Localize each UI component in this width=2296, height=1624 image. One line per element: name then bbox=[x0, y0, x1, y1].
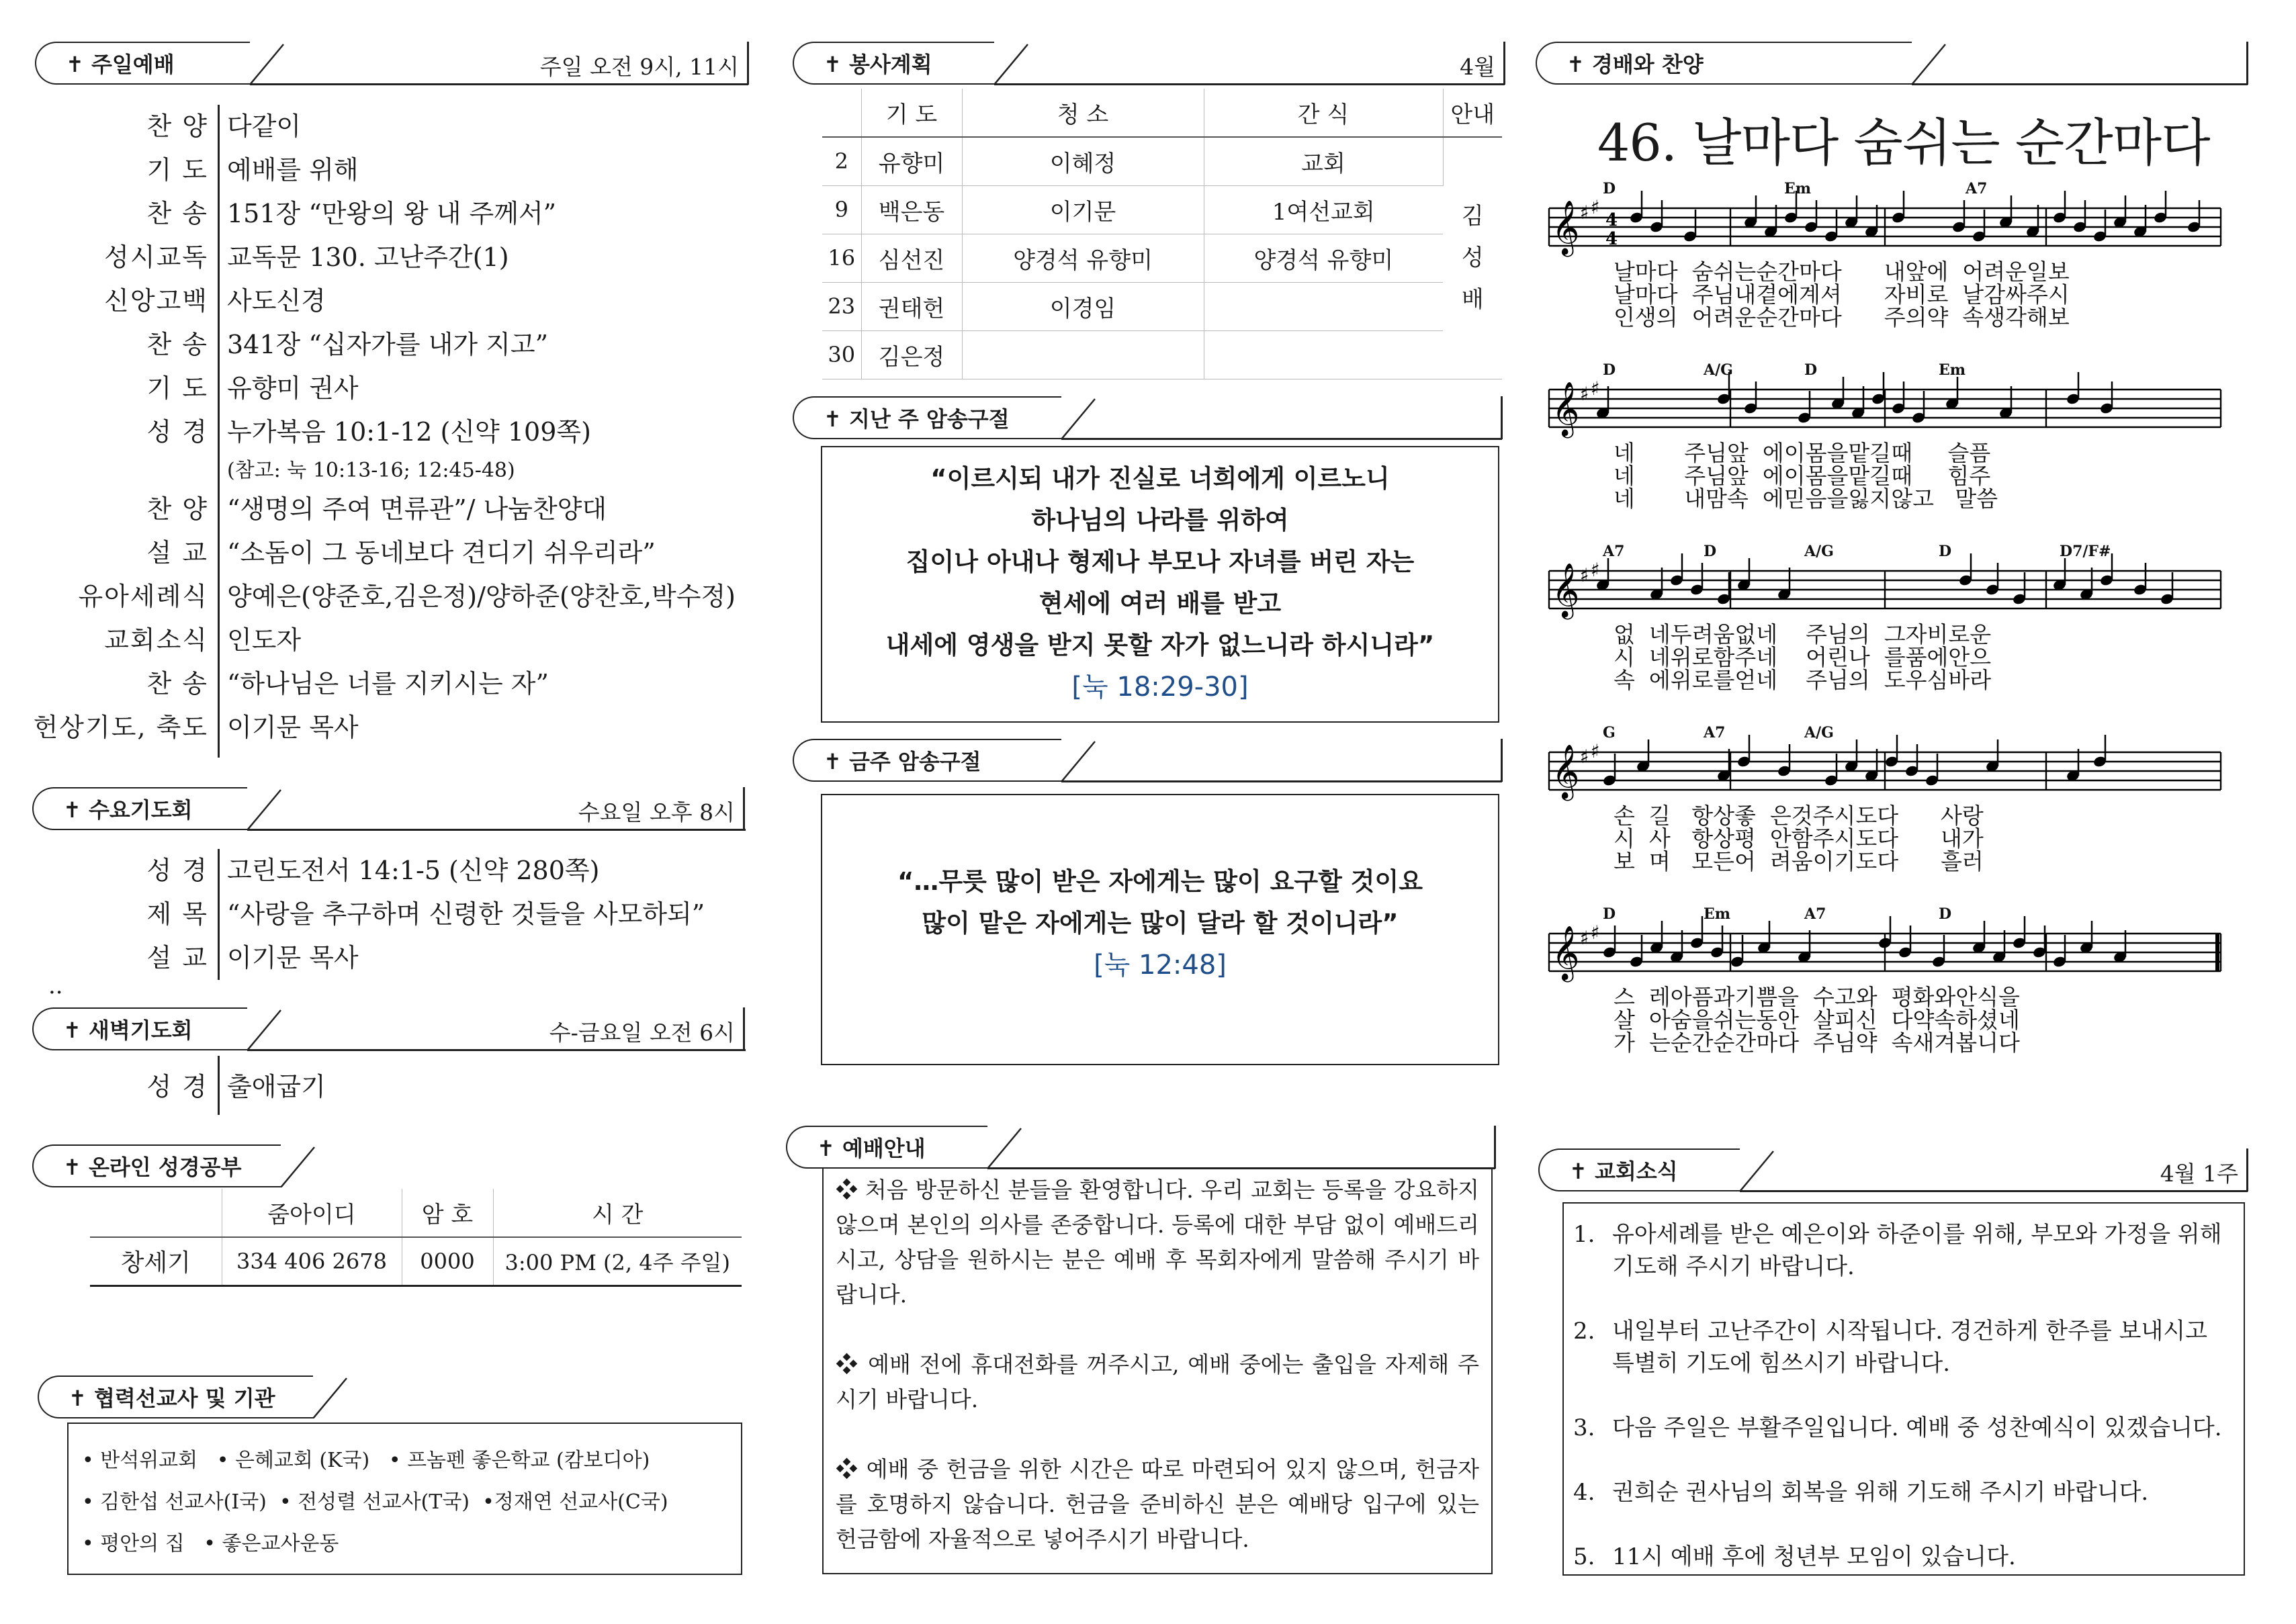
news-title: ✝ 교회소식 bbox=[1538, 1148, 1740, 1191]
online-h1: 줌아이디 bbox=[222, 1189, 402, 1237]
news-text: 다음 주일은 부활주일입니다. 예배 중 성찬예식이 있겠습니다. bbox=[1612, 1414, 2222, 1441]
order-row bbox=[13, 572, 736, 616]
order-row bbox=[13, 934, 705, 977]
guide-char: 김 bbox=[1461, 203, 1484, 230]
music-system bbox=[1549, 724, 2221, 874]
svg-text:♯: ♯ bbox=[1591, 196, 1600, 218]
music-system bbox=[1549, 543, 2221, 693]
order-row bbox=[13, 616, 736, 660]
guide-char: 배 bbox=[1461, 286, 1484, 314]
order-label: 찬 양 bbox=[146, 494, 208, 524]
order-value: “생명의 주여 면류관”/ 나눔찬양대 bbox=[227, 494, 607, 524]
online-c3: 3:00 PM (2, 4주 주일) bbox=[493, 1237, 742, 1285]
svg-text:4: 4 bbox=[1605, 229, 1618, 249]
news-item bbox=[1573, 1315, 2227, 1380]
service-h3: 간 식 bbox=[1204, 89, 1443, 137]
sunday-header bbox=[35, 42, 748, 85]
news-number: 3. bbox=[1573, 1414, 1595, 1441]
chord-label: G bbox=[1603, 724, 1616, 741]
order-label: 교회소식 bbox=[104, 625, 208, 655]
wednesday-order bbox=[13, 846, 705, 977]
order-label: 헌상기도, 축도 bbox=[33, 713, 208, 742]
order-value: 출애굽기 bbox=[227, 1072, 326, 1101]
news-text: 11시 예배 후에 청년부 모임이 있습니다. bbox=[1612, 1543, 2016, 1570]
service-cell: 이혜정 bbox=[962, 137, 1204, 185]
news-week: 4월 1주 bbox=[2160, 1161, 2238, 1187]
lyric-line: 시 사 항상평 안함주시도다 내가 bbox=[1614, 825, 1984, 852]
order-label: 성시교독 bbox=[104, 242, 208, 272]
chord-label: D bbox=[1603, 905, 1616, 923]
partners-title: ✝ 협력선교사 및 기관 bbox=[38, 1375, 313, 1418]
svg-text:♯: ♯ bbox=[1580, 564, 1589, 586]
news-box bbox=[1562, 1202, 2245, 1576]
lyric-line: 인생의 어려운순간마다 주의약 속생각해보 bbox=[1614, 304, 2070, 330]
verse-line: “이르시되 내가 진실로 너희에게 이르노니 bbox=[930, 464, 1390, 493]
hymn-header bbox=[1536, 42, 2248, 85]
svg-text:♯: ♯ bbox=[1591, 377, 1600, 400]
service-cell: 권태헌 bbox=[861, 282, 962, 330]
sunday-title: ✝ 주일예배 bbox=[35, 42, 250, 85]
verse-line: 현세에 여러 배를 받고 bbox=[1039, 589, 1282, 618]
order-label: 찬 양 bbox=[146, 111, 208, 141]
order-value: 인도자 bbox=[227, 625, 302, 655]
last-verse-box bbox=[821, 446, 1499, 723]
partners-line: • 김한섭 선교사(I국) • 전성렬 선교사(T국) •정재연 선교사(C국) bbox=[82, 1490, 668, 1514]
service-guide bbox=[1443, 137, 1502, 379]
this-verse-title: ✝ 금주 암송구절 bbox=[793, 739, 1061, 782]
order-label: 제 목 bbox=[146, 899, 208, 929]
online-c1: 334 406 2678 bbox=[222, 1237, 402, 1285]
order-value: 누가복음 10:1-12 (신약 109쪽) bbox=[227, 417, 591, 447]
hymn-title: ✝ 경배와 찬양 bbox=[1536, 42, 1912, 85]
order-row bbox=[13, 485, 736, 529]
chord-label: A/G bbox=[1804, 724, 1834, 741]
service-table bbox=[822, 89, 1502, 379]
order-row bbox=[13, 408, 736, 451]
order-row bbox=[13, 703, 736, 747]
chord-label: A7 bbox=[1704, 724, 1726, 741]
chord-label: D bbox=[1939, 543, 1952, 560]
service-cell: 16 bbox=[822, 234, 861, 282]
sheet-music bbox=[1538, 168, 2250, 1081]
service-h2: 청 소 bbox=[962, 89, 1204, 137]
service-h4: 안내 bbox=[1443, 89, 1502, 137]
svg-text:♯: ♯ bbox=[1591, 559, 1600, 581]
svg-text:♯: ♯ bbox=[1580, 383, 1589, 405]
dawn-order bbox=[13, 1063, 326, 1106]
order-value: “사랑을 추구하며 신령한 것들을 사모하되” bbox=[227, 899, 705, 929]
svg-text:♯: ♯ bbox=[1580, 201, 1589, 224]
order-row bbox=[13, 146, 736, 189]
order-label: 찬 송 bbox=[146, 669, 208, 698]
svg-text:♯: ♯ bbox=[1591, 740, 1600, 762]
verse-line: 집이나 아내나 형제나 부모나 자녀를 버린 자는 bbox=[906, 547, 1415, 576]
service-cell bbox=[1204, 282, 1443, 330]
service-cell: 교회 bbox=[1204, 137, 1443, 185]
service-cell: 양경석 유향미 bbox=[962, 234, 1204, 282]
service-row bbox=[822, 137, 1502, 185]
verse-line: “…무릇 많이 받은 자에게는 많이 요구할 것이요 bbox=[897, 867, 1423, 896]
chord-label: A/G bbox=[1804, 543, 1834, 560]
treble-clef-icon: 𝄞 bbox=[1552, 199, 1580, 255]
lyric-line: 시 네위로함주네 어린나 를품에안으 bbox=[1614, 644, 1992, 670]
svg-text:4: 4 bbox=[1605, 210, 1618, 230]
chord-label: D7/F# bbox=[2060, 543, 2111, 560]
order-label: 설 교 bbox=[146, 943, 208, 973]
order-value: 교독문 130. 고난주간(1) bbox=[227, 242, 509, 272]
chord-label: D bbox=[1939, 905, 1952, 923]
lyric-line: 네 내맘속 에믿음을잃지않고 말씀 bbox=[1614, 486, 1998, 512]
song-title: 46. 날마다 숨쉬는 순간마다 bbox=[1597, 113, 2210, 173]
order-label: 설 교 bbox=[146, 538, 208, 568]
verse-ref: [눅 18:29-30] bbox=[1071, 672, 1249, 703]
service-header bbox=[793, 42, 1505, 85]
chord-label: A7 bbox=[1603, 543, 1625, 560]
lyric-line: 네 주님앞 에이몸을맡길때 슬픔 bbox=[1614, 440, 1991, 466]
online-h2: 암 호 bbox=[402, 1189, 493, 1237]
news-number: 4. bbox=[1573, 1479, 1595, 1506]
svg-text:♯: ♯ bbox=[1591, 921, 1600, 944]
online-c2: 0000 bbox=[402, 1237, 493, 1285]
chord-label: A7 bbox=[1966, 180, 1988, 197]
partners-box bbox=[67, 1423, 742, 1575]
lyric-line: 보 며 모든어 려움이기도다 흘러 bbox=[1614, 848, 1984, 874]
news-text: 유아세례를 받은 예은이와 하준이를 위해, 부모와 가정을 위해 기도해 주시기 바랍니다. bbox=[1612, 1221, 2222, 1280]
chord-label: D bbox=[1704, 543, 1717, 560]
news-header bbox=[1538, 1148, 2248, 1191]
order-label: 성 경 bbox=[146, 856, 208, 885]
order-row bbox=[13, 364, 736, 408]
wednesday-title: ✝ 수요기도회 bbox=[32, 787, 247, 830]
order-label: 성 경 bbox=[146, 1072, 208, 1101]
service-cell: 1여선교회 bbox=[1204, 185, 1443, 234]
online-title: ✝ 온라인 성경공부 bbox=[32, 1144, 281, 1187]
wednesday-time: 수요일 오후 8시 bbox=[578, 799, 735, 825]
news-item bbox=[1573, 1476, 2227, 1508]
order-value: 이기문 목사 bbox=[227, 713, 359, 742]
sunday-order bbox=[13, 102, 736, 747]
chord-label: Em bbox=[1939, 361, 1966, 379]
news-number: 2. bbox=[1573, 1318, 1595, 1345]
news-text: 내일부터 고난주간이 시작됩니다. 경건하게 한주를 보내시고 특별히 기도에 힘쓰시기 바랍니다. bbox=[1612, 1318, 2207, 1377]
order-row bbox=[13, 890, 705, 934]
order-row bbox=[13, 451, 736, 485]
guide-para: ❖ 예배 중 헌금을 위한 시간은 따로 마련되어 있지 않으며, 헌금자를 호명하지 않습니다. 헌금을 준비하신 분은 예배당 입구에 있는 헌금함에 자율적으로 넣어주시기 바랍니다. bbox=[836, 1456, 1479, 1552]
service-cell: 심선진 bbox=[861, 234, 962, 282]
sunday-time: 주일 오전 9시, 11시 bbox=[539, 54, 739, 80]
wednesday-header bbox=[32, 787, 744, 830]
service-cell: 2 bbox=[822, 137, 861, 185]
order-row bbox=[13, 320, 736, 364]
lyric-line: 손 길 항상좋 은것주시도다 사랑 bbox=[1614, 803, 1984, 829]
chord-label: D bbox=[1804, 361, 1818, 379]
guide-para: ❖ 처음 방문하신 분들을 환영합니다. 우리 교회는 등록을 강요하지 않으며 본인의 의사를 존중합니다. 등록에 대한 부담 없이 예배드리시고, 상담을 원하시는 분은 예배 후 목회자에게 말씀해 주시기 바랍니다. bbox=[836, 1177, 1479, 1308]
order-row bbox=[13, 102, 736, 146]
service-title: ✝ 봉사계획 bbox=[793, 42, 994, 85]
order-label: 신앙고백 bbox=[104, 286, 208, 316]
online-header bbox=[32, 1144, 328, 1187]
service-cell: 23 bbox=[822, 282, 861, 330]
news-item bbox=[1573, 1218, 2227, 1283]
this-verse-header bbox=[793, 739, 1502, 782]
chord-label: D bbox=[1603, 180, 1616, 197]
service-cell: 30 bbox=[822, 330, 861, 379]
order-row bbox=[13, 529, 736, 572]
online-h3: 시 간 bbox=[493, 1189, 742, 1237]
order-value: 고린도전서 14:1-5 (신약 280쪽) bbox=[227, 856, 600, 885]
service-cell bbox=[1204, 330, 1443, 379]
partners-header bbox=[38, 1375, 353, 1418]
service-cell: 9 bbox=[822, 185, 861, 234]
order-value: 151장 “만왕의 왕 내 주께서” bbox=[227, 199, 557, 228]
service-cell: 양경석 유향미 bbox=[1204, 234, 1443, 282]
music-system bbox=[1549, 905, 2221, 1056]
order-value: 이기문 목사 bbox=[227, 943, 359, 973]
svg-text:♯: ♯ bbox=[1580, 927, 1589, 949]
lyric-line: 스 레아픔과기쁨을 수고와 평화와안식을 bbox=[1614, 984, 2020, 1010]
online-h0 bbox=[90, 1189, 222, 1237]
lyric-line: 네 주님앞 에이몸을맡길때 힘주 bbox=[1614, 463, 1991, 489]
service-cell: 유향미 bbox=[861, 137, 962, 185]
chord-label: Em bbox=[1784, 180, 1812, 197]
verse-line: 내세에 영생을 받지 못할 자가 없느니라 하시니라” bbox=[885, 631, 1435, 660]
chord-label: A7 bbox=[1804, 905, 1826, 923]
dawn-title: ✝ 새벽기도회 bbox=[32, 1007, 247, 1050]
lyric-line: 속 에위로를얻네 주님의 도우심바라 bbox=[1614, 667, 1992, 693]
lyric-line: 날마다 주님내곁에계셔 자비로 날감싸주시 bbox=[1614, 281, 2070, 308]
order-row bbox=[13, 660, 736, 703]
this-verse-box bbox=[821, 794, 1499, 1065]
news-item bbox=[1573, 1412, 2227, 1444]
verse-line: 많이 맡은 자에게는 많이 달라 할 것이니라” bbox=[922, 909, 1399, 938]
dawn-time: 수-금요일 오전 6시 bbox=[549, 1020, 735, 1046]
order-row bbox=[13, 189, 736, 233]
treble-clef-icon: 𝄞 bbox=[1552, 381, 1580, 436]
order-row bbox=[13, 846, 705, 890]
chord-label: Em bbox=[1704, 905, 1731, 923]
partners-line: • 반석위교회 • 은혜교회 (K국) • 프놈펜 좋은학교 (캄보디아) bbox=[82, 1449, 650, 1472]
last-verse-title: ✝ 지난 주 암송구절 bbox=[793, 396, 1061, 439]
verse-ref: [눅 12:48] bbox=[1094, 950, 1227, 981]
order-label: 성 경 bbox=[146, 417, 208, 447]
service-cell: 이경임 bbox=[962, 282, 1204, 330]
news-text: 권희순 권사님의 회복을 위해 기도해 주시기 바랍니다. bbox=[1612, 1479, 2149, 1506]
chord-label: D bbox=[1603, 361, 1616, 379]
order-row bbox=[13, 233, 736, 277]
partners-line: • 평안의 집 • 좋은교사운동 bbox=[82, 1532, 339, 1555]
order-value: “소돔이 그 동네보다 견디기 쉬우리라” bbox=[227, 538, 656, 568]
order-row bbox=[13, 277, 736, 320]
guide-title: ✝ 예배안내 bbox=[786, 1126, 987, 1169]
news-item bbox=[1573, 1541, 2227, 1573]
chord-label: A/G bbox=[1704, 361, 1733, 379]
lyric-line: 없 네두려움없네 주님의 그자비로운 bbox=[1614, 621, 1992, 647]
order-label: 찬 송 bbox=[146, 330, 208, 359]
order-value: 유향미 권사 bbox=[227, 373, 359, 403]
lyric-line: 살 아숨을쉬는동안 살피신 다약속하셨네 bbox=[1614, 1007, 2020, 1033]
service-row bbox=[822, 330, 1502, 379]
order-value: 양예은(양준호,김은정)/양하준(양찬호,박수정) bbox=[227, 582, 736, 611]
order-value: “하나님은 너를 지키시는 자” bbox=[227, 669, 549, 698]
last-verse-header bbox=[793, 396, 1502, 439]
music-system bbox=[1549, 361, 2221, 512]
dawn-header bbox=[32, 1007, 744, 1050]
service-cell: 백은동 bbox=[861, 185, 962, 234]
order-label: 찬 송 bbox=[146, 199, 208, 228]
lyric-line: 날마다 숨쉬는순간마다 내앞에 어려운일보 bbox=[1614, 259, 2070, 285]
service-cell: 김은정 bbox=[861, 330, 962, 379]
guide-para: ❖ 예배 전에 휴대전화를 꺼주시고, 예배 중에는 출입을 자제해 주시기 바랍니다. bbox=[836, 1351, 1479, 1412]
service-h0 bbox=[822, 89, 861, 137]
service-h1: 기 도 bbox=[861, 89, 962, 137]
treble-clef-icon: 𝄞 bbox=[1552, 743, 1580, 799]
guide-box bbox=[822, 1169, 1493, 1574]
service-cell: 이기문 bbox=[962, 185, 1204, 234]
service-row bbox=[822, 282, 1502, 330]
order-row bbox=[13, 1063, 326, 1106]
order-value: 예배를 위해 bbox=[227, 155, 359, 185]
news-number: 5. bbox=[1573, 1543, 1595, 1570]
order-value: 사도신경 bbox=[227, 286, 326, 316]
music-system bbox=[1549, 180, 2221, 330]
service-month: 4월 bbox=[1460, 54, 1495, 80]
service-cell bbox=[962, 330, 1204, 379]
treble-clef-icon: 𝄞 bbox=[1552, 562, 1580, 617]
order-value: (참고: 눅 10:13-16; 12:45-48) bbox=[227, 459, 515, 482]
order-value: 341장 “십자가를 내가 지고” bbox=[227, 330, 548, 359]
online-c0: 창세기 bbox=[90, 1237, 222, 1285]
dots: .. bbox=[48, 973, 63, 999]
verse-line: 하나님의 나라를 위하여 bbox=[1031, 506, 1289, 535]
svg-text:♯: ♯ bbox=[1580, 746, 1589, 768]
service-row bbox=[822, 234, 1502, 282]
treble-clef-icon: 𝄞 bbox=[1552, 925, 1580, 980]
order-label: 기 도 bbox=[146, 155, 208, 185]
order-value: 다같이 bbox=[227, 111, 302, 141]
guide-char: 성 bbox=[1461, 244, 1484, 272]
news-number: 1. bbox=[1573, 1221, 1595, 1248]
service-row bbox=[822, 185, 1502, 234]
guide-header bbox=[786, 1126, 1495, 1169]
online-table bbox=[90, 1189, 742, 1287]
order-label: 유아세례식 bbox=[78, 582, 208, 611]
lyric-line: 가 는순간순간마다 주님약 속새겨봅니다 bbox=[1614, 1030, 2020, 1056]
order-label: 기 도 bbox=[146, 373, 208, 403]
